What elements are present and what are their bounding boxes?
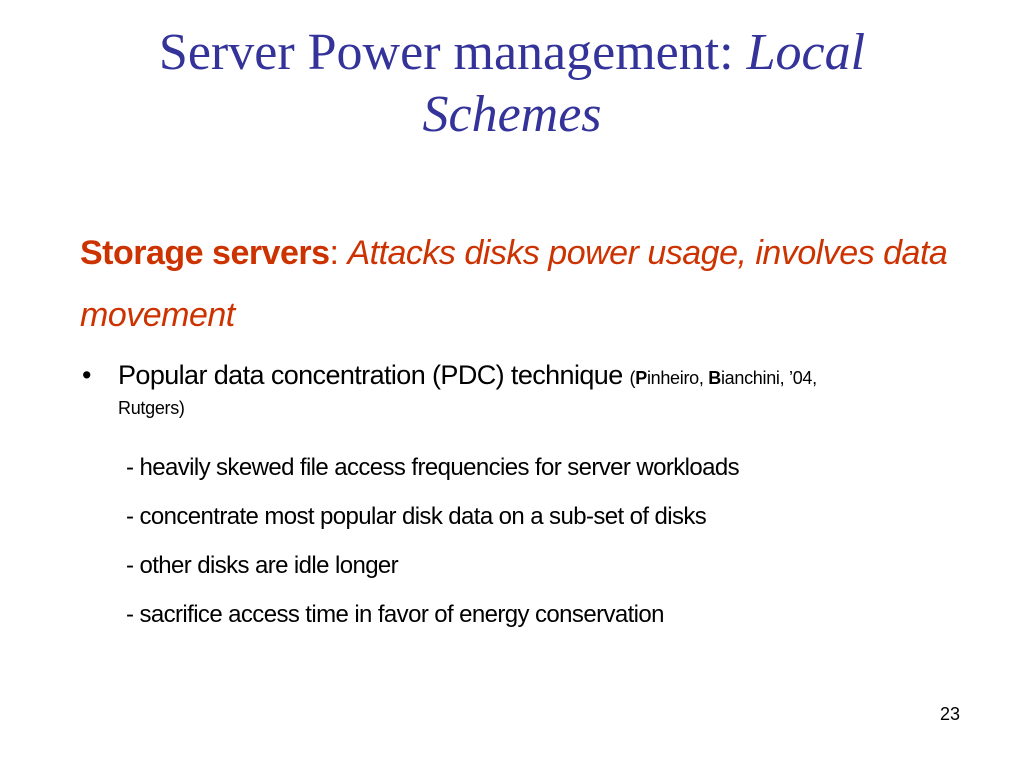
slide-title-normal: Server Power management: — [158, 24, 747, 81]
subtitle-italic-2: movement — [80, 296, 235, 334]
bullet-symbol: • — [82, 360, 91, 390]
slide-subtitle — [80, 222, 980, 346]
sub-item: - sacrifice access time in favor of energy conservation — [126, 601, 664, 628]
bullet-item — [80, 356, 960, 419]
citation — [630, 368, 817, 388]
subtitle-bold: Storage servers — [80, 234, 330, 272]
sub-item: - heavily skewed file access frequencies for server workloads — [126, 454, 740, 481]
citation-b: B — [708, 368, 721, 388]
bullet-list — [80, 356, 960, 419]
sub-item: - concentrate most popular disk data on a sub-set of disks — [126, 503, 707, 530]
subtitle-italic-1: Attacks disks power usage, involves data — [347, 234, 948, 272]
slide-title-italic-1: Local — [746, 24, 866, 81]
citation-p: P — [635, 368, 647, 388]
slide-title — [40, 22, 984, 146]
subtitle-colon: : — [329, 234, 348, 272]
slide-title-italic-2: Schemes — [422, 86, 602, 143]
bullet-text: Popular data concentration (PDC) technique — [118, 360, 630, 390]
page-number: 23 — [939, 704, 960, 724]
citation-rest: ianchini, ’04, — [720, 368, 817, 388]
sub-item-list — [126, 443, 986, 639]
citation-inheiro: inheiro, — [646, 368, 709, 388]
citation-line-2: Rutgers) — [118, 398, 185, 418]
sub-item: - other disks are idle longer — [126, 552, 399, 579]
citation-open: ( — [629, 368, 636, 388]
